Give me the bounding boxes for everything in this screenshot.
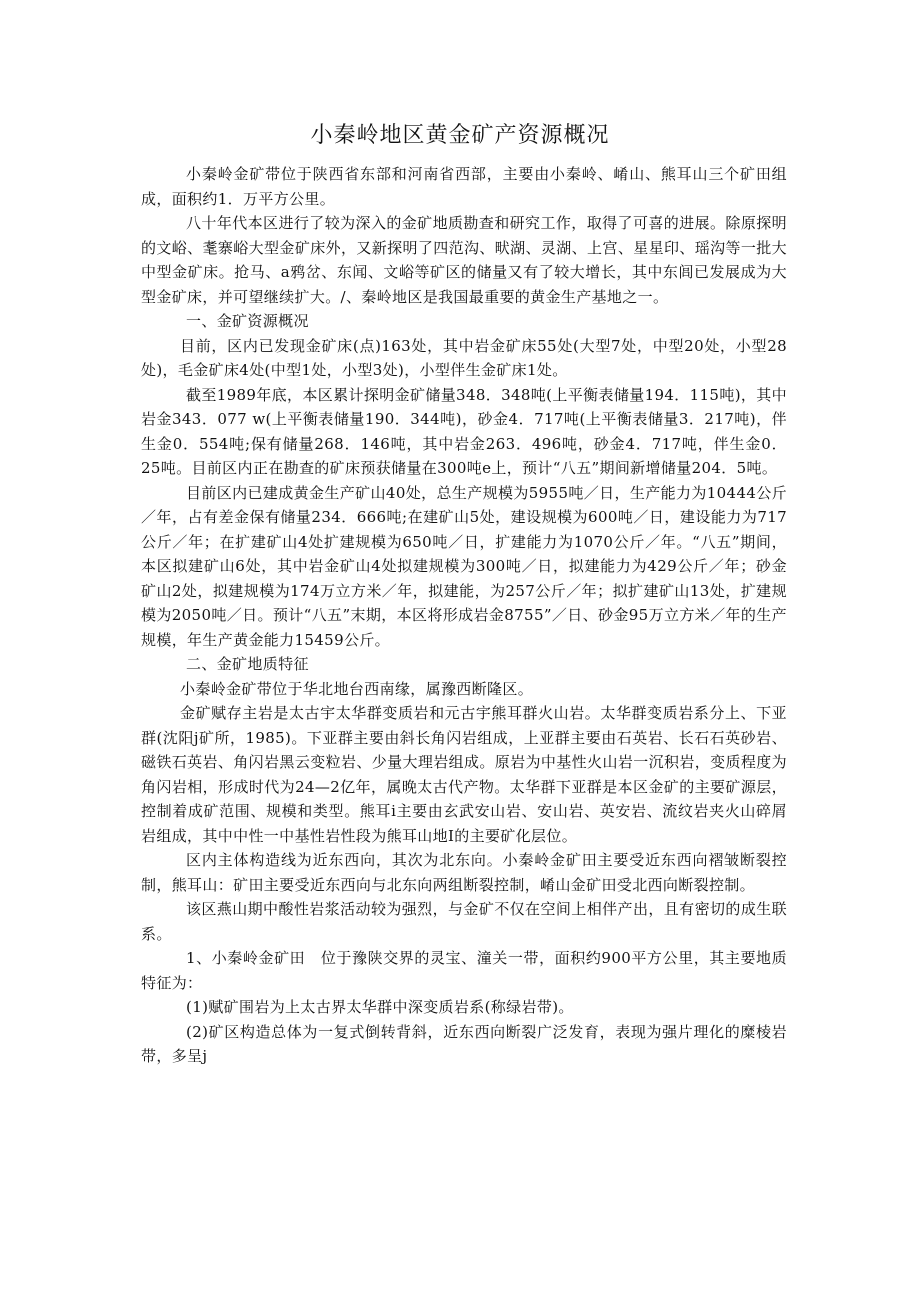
section-heading: 二、金矿地质特征 bbox=[186, 655, 309, 673]
paragraph: 1、小秦岭金矿田 位于豫陕交界的灵宝、潼关一带，面积约900平方公里，其主要地质特征为： bbox=[141, 949, 787, 992]
paragraph: 该区燕山期中酸性岩浆活动较为强烈，与金矿不仅在空间上相伴产出，且有密切的成生联系。 bbox=[141, 900, 787, 943]
document-title: 小秦岭地区黄金矿产资源概况 bbox=[310, 123, 610, 148]
paragraph: 小秦岭金矿带位于华北地台西南缘，属豫西断隆区。 bbox=[180, 679, 534, 698]
list-item: (1)赋矿围岩为上太古界太华群中深变质岩系(称绿岩带)。 bbox=[186, 998, 574, 1016]
document-body bbox=[141, 162, 787, 1069]
paragraph: 区内主体构造线为近东西向，其次为北东向。小秦岭金矿田主要受近东西向褶皱断裂控制，熊耳山：矿田主要受近东西向与北东向两组断裂控制，崤山金矿田受北西向断裂控制。 bbox=[141, 851, 787, 894]
paragraph: 金矿赋存主岩是太古宇太华群变质岩和元古宇熊耳群火山岩。太华群变质岩系分上、下亚群(沈阳j矿所，1985)。下亚群主要由斜长角闪岩组成，上亚群主要由石英岩、长石石英砂岩、磁铁石英岩、角闪岩黑云变粒岩、少量大理岩组成。原岩为中基性火山岩一沉积岩，变质程度为角闪岩相，形成时代为24—2亿年，属晚太古代产物。太华群下亚群是本区金矿的主要矿源层，控制着成矿范围、规模和类型。熊耳i主要由玄武安山岩、安山岩、英安岩、流纹岩夹火山碎屑岩组成，其中中性一中基性岩性段为熊耳山地I的主要矿化层位。 bbox=[141, 704, 787, 845]
paragraph: 目前，区内已发现金矿床(点)163处，其中岩金矿床55处(大型7处，中型20处，小型28处)，毛金矿床4处(中型1处，小型3处)，小型伴生金矿床1处。 bbox=[141, 336, 787, 379]
list-item: (2)矿区构造总体为一复式倒转背斜，近东西向断裂广泛发育，表现为强片理化的糜棱岩带，多呈j bbox=[141, 1022, 787, 1065]
paragraph: 截至1989年底，本区累计探明金矿储量348．348吨(上平衡表储量194．115吨)，其中岩金343．077 w(上平衡表储量190．344吨)，砂金4．717吨(上平衡表储量3．217吨)，伴生金0．554吨;保有储量268．146吨，其中岩金263．496吨，砂金4．717吨，伴生金0．25吨。目前区内正在勘查的矿床预获储量在300吨e上，预计“八五”期间新增储量204．5吨。 bbox=[141, 385, 787, 477]
paragraph: 目前区内已建成黄金生产矿山40处，总生产规模为5955吨／日，生产能力为10444公斤／年，占有差金保有储量234．666吨;在建矿山5处，建设规模为600吨／日，建设能力为717公斤／年；在扩建矿山4处扩建规模为650吨／日，扩建能力为1070公斤／年。“八五”期间，本区拟建矿山6处，其中岩金矿山4处拟建规模为300吨／日，拟建能力为429公斤／年；砂金矿山2处，拟建规模为174万立方米／年，拟建能，为257公斤／年；拟扩建矿山13处，扩建规模为2050吨／日。预计“八五”末期，本区将形成岩金8755”／日、砂金95万立方米／年的生产规模，年生产黄金能力15459公斤。 bbox=[141, 483, 787, 649]
section-heading: 一、金矿资源概况 bbox=[186, 312, 309, 330]
paragraph: 小秦岭金矿带位于陕西省东部和河南省西部，主要由小秦岭、崤山、熊耳山三个矿田组成，面积约1．万平方公里。 bbox=[141, 165, 787, 208]
paragraph: 八十年代本区进行了较为深入的金矿地质勘查和研究工作，取得了可喜的进展。除原探明的文峪、耄寨峪大型金矿床外，又新探明了四范沟、畎湖、灵湖、上宫、星星印、瑶沟等一批大中型金矿床。抢马、a鸦岔、东闻、文峪等矿区的储量又有了较大增长，其中东闾已发展成为大型金矿床，并可望继续扩大。/、秦岭地区是我国最重要的黄金生产基地之一。 bbox=[141, 214, 787, 306]
